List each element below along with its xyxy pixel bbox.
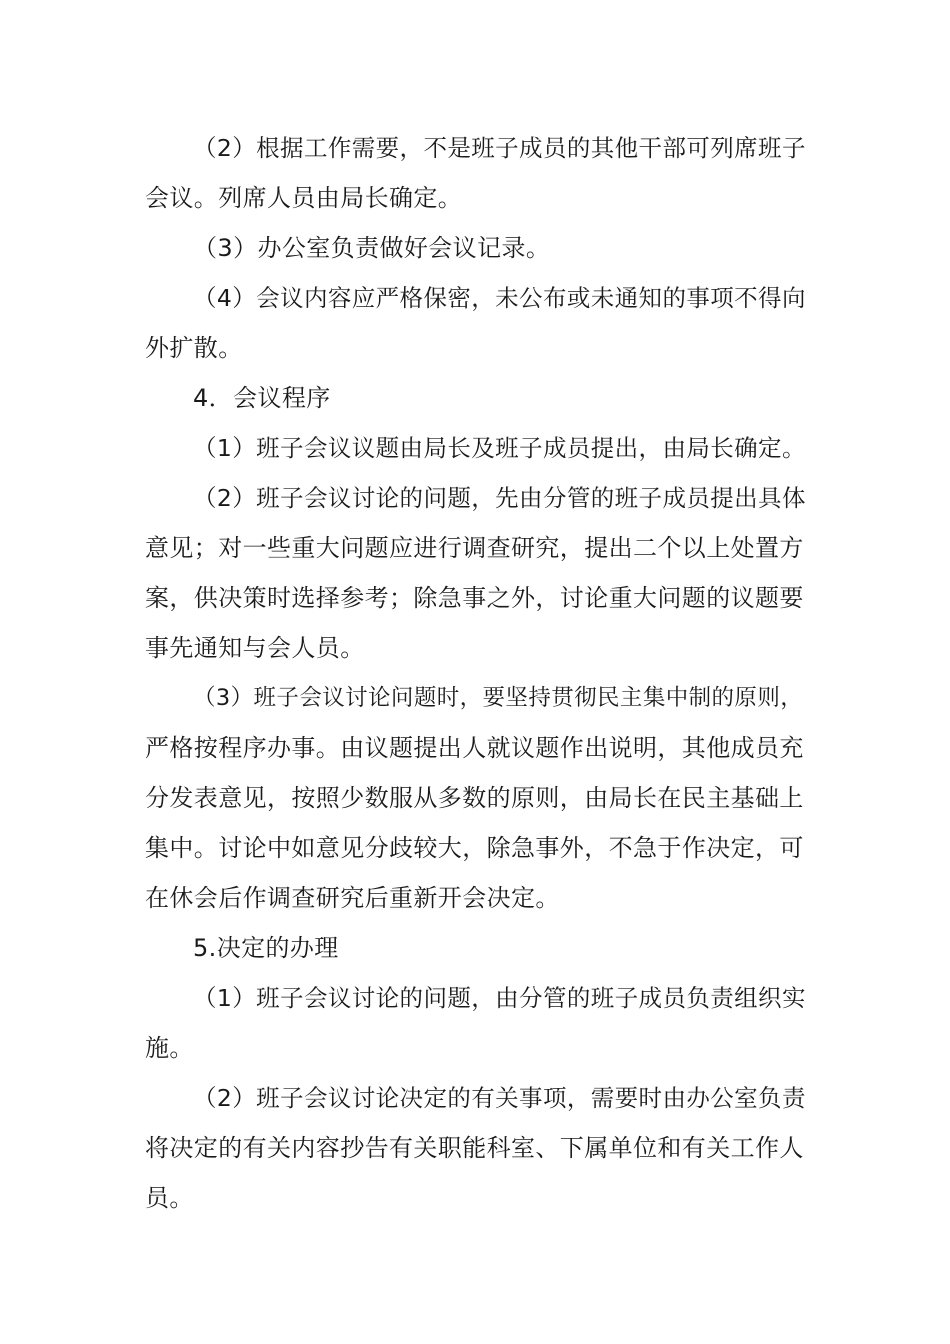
text-line: （2）班子会议讨论决定的有关事项，需要时由办公室负责 — [193, 1084, 806, 1112]
text-line: 事先通知与会人员。 — [145, 634, 365, 662]
text-line: 意见；对一些重大问题应进行调查研究，提出二个以上处置方 — [145, 534, 804, 562]
text-line: （4）会议内容应严格保密，未公布或未通知的事项不得向 — [193, 284, 806, 312]
text-line: （2）根据工作需要，不是班子成员的其他干部可列席班子 — [193, 134, 806, 162]
text-line: （2）班子会议讨论的问题，先由分管的班子成员提出具体 — [193, 484, 806, 512]
text-line: 集中。讨论中如意见分歧较大，除急事外，不急于作决定，可 — [145, 834, 804, 862]
text-line: （1）班子会议议题由局长及班子成员提出，由局长确定。 — [193, 434, 806, 462]
text-line: 外扩散。 — [145, 334, 243, 362]
text-line: （3）班子会议讨论问题时，要坚持贯彻民主集中制的原则， — [193, 685, 804, 711]
text-line: 员。 — [145, 1184, 194, 1212]
text-line: 分发表意见，按照少数服从多数的原则，由局长在民主基础上 — [145, 784, 804, 812]
text-line: 将决定的有关内容抄告有关职能科室、下属单位和有关工作人 — [145, 1134, 804, 1162]
section-heading: 4．会议程序 — [193, 384, 331, 412]
text-line: 案，供决策时选择参考；除急事之外，讨论重大问题的议题要 — [145, 584, 804, 612]
text-line: 施。 — [145, 1034, 194, 1062]
text-line: 严格按程序办事。由议题提出人就议题作出说明，其他成员充 — [145, 734, 804, 762]
section-heading: 5.决定的办理 — [193, 934, 339, 962]
text-line: （3）办公室负责做好会议记录。 — [193, 234, 551, 262]
text-line: 会议。列席人员由局长确定。 — [145, 184, 463, 212]
text-line: （1）班子会议讨论的问题，由分管的班子成员负责组织实 — [193, 984, 806, 1012]
text-line: 在休会后作调查研究后重新开会决定。 — [145, 884, 560, 912]
